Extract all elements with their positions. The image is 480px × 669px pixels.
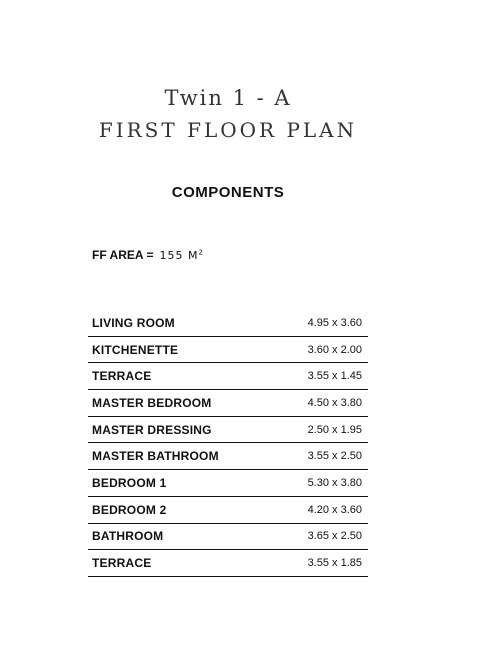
table-row bbox=[88, 310, 368, 336]
table-row bbox=[88, 550, 368, 577]
room-dimensions: 5.30 x 3.80 bbox=[280, 470, 369, 497]
room-dimensions: 2.50 x 1.95 bbox=[280, 416, 369, 443]
room-name: BATHROOM bbox=[88, 523, 280, 550]
floor-area-number: 155 M bbox=[159, 249, 199, 262]
room-name: TERRACE bbox=[88, 363, 280, 390]
floor-area-unit-exponent: 2 bbox=[198, 248, 204, 257]
components-table bbox=[88, 310, 368, 577]
room-dimensions: 4.95 x 3.60 bbox=[280, 310, 369, 336]
room-name: LIVING ROOM bbox=[88, 310, 280, 336]
document-title: Twin 1 - A bbox=[164, 86, 292, 110]
room-dimensions: 3.55 x 1.45 bbox=[280, 363, 369, 390]
room-dimensions: 4.50 x 3.80 bbox=[280, 390, 369, 417]
room-name: BEDROOM 2 bbox=[88, 496, 280, 523]
room-name: BEDROOM 1 bbox=[88, 470, 280, 497]
floor-area bbox=[92, 248, 204, 262]
floor-area-value bbox=[159, 249, 203, 262]
table-row bbox=[88, 496, 368, 523]
floor-area-label: FF AREA = bbox=[92, 248, 154, 262]
table-row bbox=[88, 470, 368, 497]
table-row bbox=[88, 390, 368, 417]
table-row bbox=[88, 336, 368, 363]
room-dimensions: 3.65 x 2.50 bbox=[280, 523, 369, 550]
room-name: KITCHENETTE bbox=[88, 336, 280, 363]
room-name: MASTER BATHROOM bbox=[88, 443, 280, 470]
document-subtitle: FIRST FLOOR PLAN bbox=[98, 118, 358, 142]
table-row bbox=[88, 443, 368, 470]
room-name: MASTER BEDROOM bbox=[88, 390, 280, 417]
room-dimensions: 4.20 x 3.60 bbox=[280, 496, 369, 523]
room-dimensions: 3.55 x 1.85 bbox=[280, 550, 369, 577]
section-heading: COMPONENTS bbox=[171, 184, 285, 201]
room-name: TERRACE bbox=[88, 550, 280, 577]
table-row bbox=[88, 416, 368, 443]
table-row bbox=[88, 363, 368, 390]
room-dimensions: 3.55 x 2.50 bbox=[280, 443, 369, 470]
room-dimensions: 3.60 x 2.00 bbox=[280, 336, 369, 363]
table-row bbox=[88, 523, 368, 550]
room-name: MASTER DRESSING bbox=[88, 416, 280, 443]
